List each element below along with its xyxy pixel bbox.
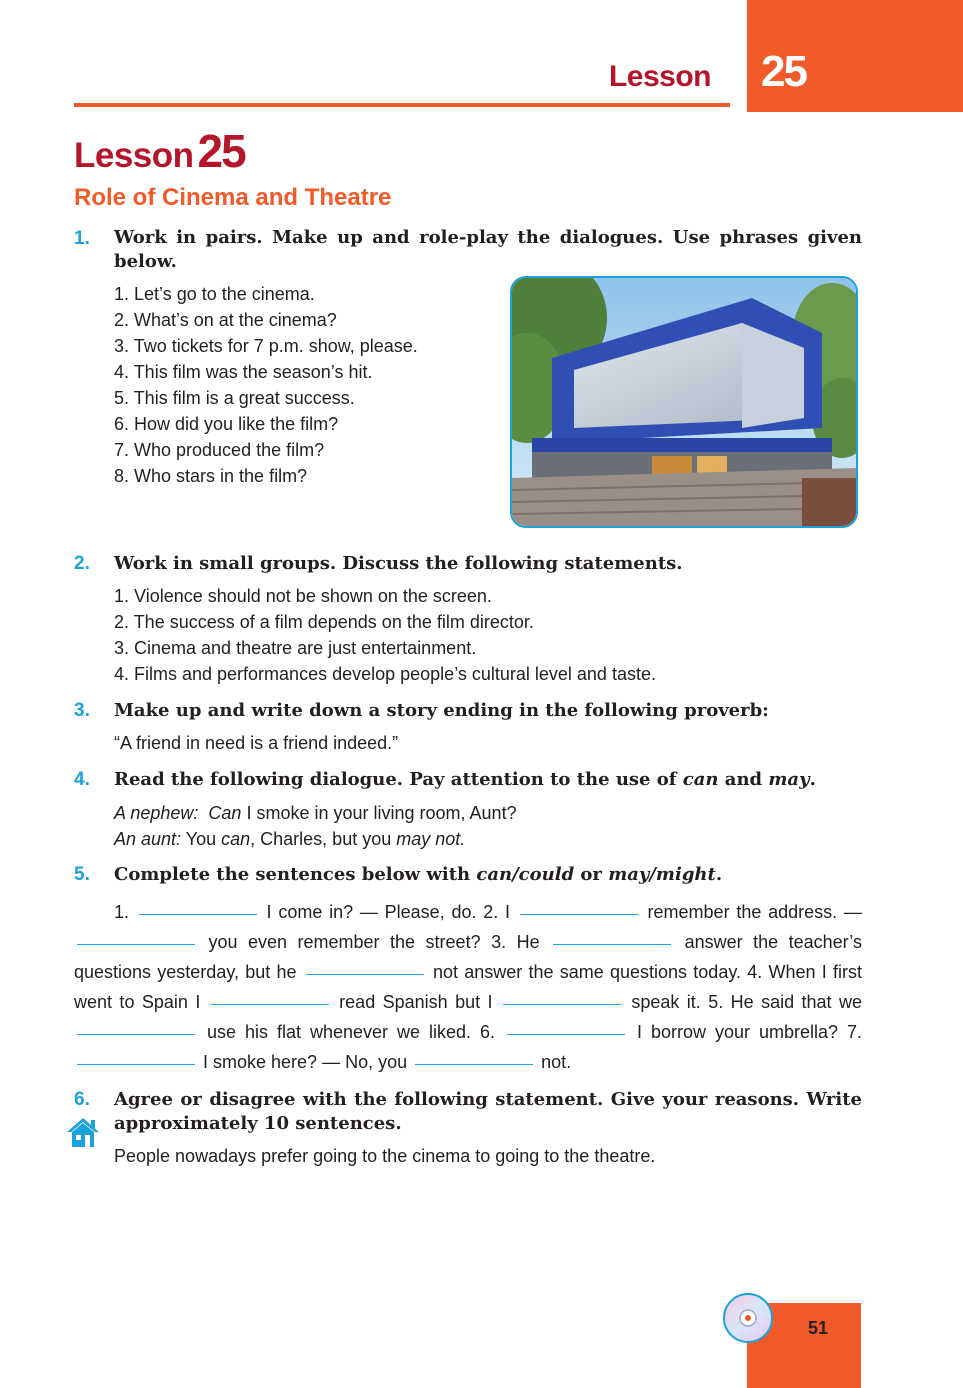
dialogue-emphasis: Can: [208, 803, 242, 823]
dialogue-speaker: An aunt:: [114, 829, 182, 849]
dialogue-emphasis: may not.: [396, 829, 466, 849]
instruction-emphasis: can/could: [476, 864, 575, 885]
task-5-number: 5.: [74, 864, 90, 885]
list-item: 6. How did you like the film?: [114, 414, 339, 434]
list-item: 2. What’s on at the cinema?: [114, 310, 337, 330]
title-number: 25: [197, 125, 245, 177]
instruction-text: .: [715, 864, 723, 885]
instruction-text: Read the following dialogue. Pay attention to the use of: [114, 769, 683, 790]
answer-blank[interactable]: [415, 1063, 533, 1065]
list-item: 4. Films and performances develop people’s cultural level and taste.: [114, 664, 656, 684]
task-5-instruction: [114, 863, 862, 887]
dialogue-emphasis: can: [221, 829, 251, 849]
exercise-text: 1.: [114, 902, 130, 922]
answer-blank[interactable]: [306, 973, 424, 975]
instruction-emphasis: can: [682, 769, 719, 790]
dialogue-line-aunt: [114, 826, 465, 852]
task-1-list: [114, 281, 418, 489]
instruction-emphasis: may: [768, 769, 810, 790]
exercise-text: you even remember the street? 3. He: [208, 932, 540, 952]
list-item: 1. Let’s go to the cinema.: [114, 284, 315, 304]
task-1-instruction: Work in pairs. Make up and role-play the dialogues. Use phrases given below.: [114, 227, 862, 272]
answer-blank[interactable]: [77, 943, 195, 945]
instruction-text: or: [574, 864, 609, 885]
dialogue-text: You: [181, 829, 222, 849]
instruction-text: Complete the sentences below with: [114, 864, 477, 885]
task-2-instruction: Work in small groups. Discuss the following statements.: [114, 553, 683, 574]
exercise-text: I come in? — Please, do. 2. I: [266, 902, 511, 922]
instruction-text: and: [718, 769, 769, 790]
header-lesson-number: 25: [761, 47, 806, 96]
answer-blank[interactable]: [139, 913, 257, 915]
task-3-instruction: Make up and write down a story ending in the following proverb:: [114, 700, 769, 721]
answer-blank[interactable]: [77, 1063, 195, 1065]
dialogue-speaker: A nephew:: [114, 803, 199, 823]
exercise-text: read Spanish but I: [339, 992, 493, 1012]
exercise-text: answer the teacher’s questions yesterday, but he: [74, 932, 862, 982]
page-title: [74, 125, 245, 177]
exercise-text: not answer the same questions today. 4. When I first went to Spain I: [74, 962, 862, 1012]
answer-blank[interactable]: [520, 913, 638, 915]
dialogue-text: I smoke in your living room, Aunt?: [241, 803, 517, 823]
answer-blank[interactable]: [211, 1003, 329, 1005]
task-4-number: 4.: [74, 769, 90, 790]
list-item: 2. The success of a film depends on the film director.: [114, 612, 534, 632]
list-item: 8. Who stars in the film?: [114, 466, 308, 486]
answer-blank[interactable]: [553, 943, 671, 945]
list-item: 3. Cinema and theatre are just entertainment.: [114, 638, 477, 658]
task-6-statement: People nowadays prefer going to the cinema to going to the theatre.: [114, 1146, 656, 1166]
answer-blank[interactable]: [77, 1033, 195, 1035]
page-subtitle: Role of Cinema and Theatre: [74, 184, 392, 211]
header-rule: [74, 103, 730, 107]
list-item: 4. This film was the season’s hit.: [114, 362, 373, 382]
exercise-text: I smoke here? — No, you: [203, 1052, 408, 1072]
exercise-text: I borrow your umbrella? 7.: [636, 1022, 862, 1042]
instruction-emphasis: may/might: [608, 864, 716, 885]
header-number-box: [747, 0, 963, 112]
list-item: 5. This film is a great success.: [114, 388, 355, 408]
title-word: Lesson: [74, 136, 194, 175]
task-2-number: 2.: [74, 553, 90, 574]
list-item: 3. Two tickets for 7 p.m. show, please.: [114, 336, 418, 356]
task-6-number: 6.: [74, 1089, 90, 1110]
page-number: 51: [808, 1318, 829, 1338]
exercise-text: not.: [541, 1052, 572, 1072]
instruction-text: .: [809, 769, 816, 790]
answer-blank[interactable]: [503, 1003, 621, 1005]
task-1-number: 1.: [74, 228, 90, 249]
exercise-text: speak it. 5. He said that we: [631, 992, 862, 1012]
list-item: 7. Who produced the film?: [114, 440, 325, 460]
task-2-list: [114, 583, 656, 687]
task-5-exercise-text: [74, 897, 862, 1077]
cd-icon: [722, 1292, 774, 1344]
header-lesson-word: Lesson: [608, 60, 711, 93]
exercise-text: remember the address. —: [647, 902, 862, 922]
task-3-proverb: “A friend in need is a friend indeed.”: [114, 733, 399, 753]
task-3-number: 3.: [74, 700, 90, 721]
exercise-text: use his flat whenever we liked. 6.: [206, 1022, 495, 1042]
task-4-instruction: [114, 768, 862, 792]
home-icon: [66, 1116, 100, 1148]
task-6-instruction: Agree or disagree with the following statement. Give your reasons. Write approximately 10 sentences.: [114, 1089, 862, 1134]
dialogue-line-nephew: [114, 800, 517, 826]
dialogue-text: , Charles, but you: [250, 829, 397, 849]
answer-blank[interactable]: [507, 1033, 625, 1035]
cinema-building-illustration: [512, 278, 856, 526]
cinema-building-photo: [510, 276, 858, 528]
list-item: 1. Violence should not be shown on the screen.: [114, 586, 492, 606]
